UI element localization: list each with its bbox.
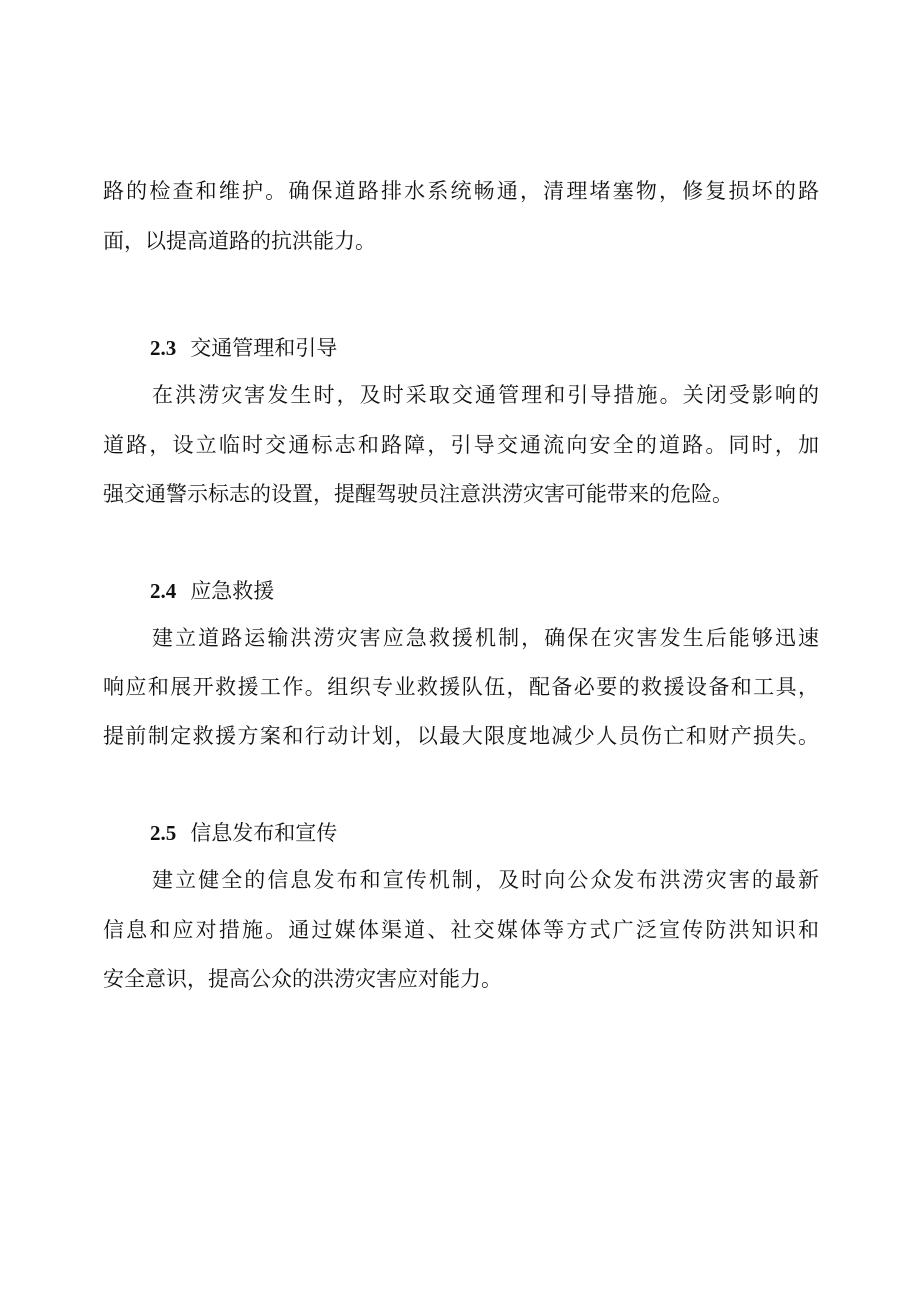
section-number: 2.4: [150, 579, 177, 603]
section-heading-2-5: [150, 820, 337, 846]
section-number: 2.5: [150, 821, 177, 845]
section-number: 2.3: [150, 336, 177, 360]
section-heading-2-3: [150, 335, 337, 361]
paragraph-line: 安全意识，提高公众的洪涝灾害应对能力。: [103, 967, 502, 991]
section-heading-2-4: [150, 578, 274, 604]
paragraph-line: 建立健全的信息发布和宣传机制，及时向公众发布洪涝灾害的最新: [152, 868, 819, 892]
paragraph-line: 建立道路运输洪涝灾害应急救援机制，确保在灾害发生后能够迅速: [152, 626, 819, 650]
section-title: 信息发布和宣传: [190, 821, 338, 845]
paragraph-line: 提前制定救援方案和行动计划，以最大限度地减少人员伤亡和财产损失。: [103, 724, 819, 748]
section-title: 交通管理和引导: [190, 336, 338, 360]
paragraph-line: 道路，设立临时交通标志和路障，引导交通流向安全的道路。同时，加: [103, 433, 819, 457]
paragraph-line: 路的检查和维护。确保道路排水系统畅通，清理堵塞物，修复损坏的路: [103, 179, 819, 203]
section-title: 应急救援: [190, 579, 275, 603]
paragraph-line: 强交通警示标志的设置，提醒驾驶员注意洪涝灾害可能带来的危险。: [103, 482, 733, 506]
paragraph-line: 在洪涝灾害发生时，及时采取交通管理和引导措施。关闭受影响的: [152, 383, 819, 407]
paragraph-line: 面，以提高道路的抗洪能力。: [103, 229, 376, 253]
paragraph-line: 信息和应对措施。通过媒体渠道、社交媒体等方式广泛宣传防洪知识和: [103, 918, 819, 942]
paragraph-line: 响应和展开救援工作。组织专业救援队伍，配备必要的救援设备和工具，: [103, 675, 819, 699]
